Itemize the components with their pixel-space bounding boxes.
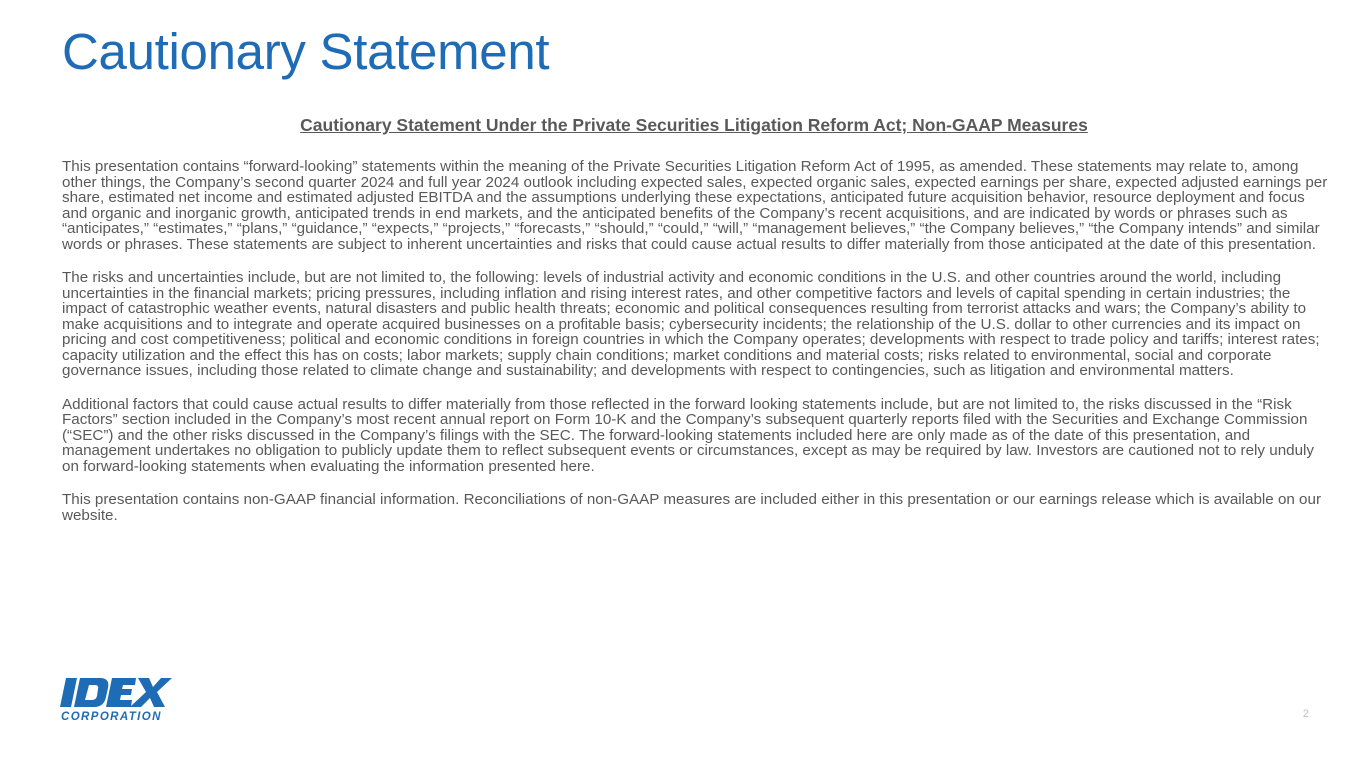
- paragraph-forward-looking: This presentation contains “forward-looking” statements within the meaning of the Private Securities Litigation Reform Act of 1995, as amended. These statements may relate to, among other things, the Company’s second quarter 2024 and full year 2024 outlook including expected sales, expected organic sales, expected earnings per share, expected adjusted earnings per share, estimated net income and estimated adjusted EBITDA and the assumptions underlying these expectations, anticipated future acquisition behavior, resource deployment and focus and organic and inorganic growth, anticipated trends in end markets, and the anticipated benefits of the Company’s recent acquisitions, and are indicated by words or phrases such as “anticipates,” “estimates,” “plans,” “guidance,” “expects,” “projects,” “forecasts,” “should,” “could,” “will,” “management believes,” “the Company believes,” “the Company intends” and similar words or phrases. These statements are subject to inherent uncertainties and risks that could cause actual results to differ materially from those anticipated at the date of this presentation.: [62, 158, 1328, 253]
- statement-body: [62, 159, 1328, 541]
- paragraph-non-gaap: This presentation contains non-GAAP financial information. Reconciliations of non-GAAP measures are included either in this presentation or our earnings release which is available on our website.: [62, 491, 1322, 524]
- idex-corporation-logo: [60, 677, 172, 723]
- page-title: Cautionary Statement: [62, 23, 550, 80]
- page-number: 2: [1302, 708, 1309, 720]
- section-subtitle: Cautionary Statement Under the Private Securities Litigation Reform Act; Non-GAAP Measures: [300, 115, 1088, 135]
- paragraph-additional-factors: Additional factors that could cause actual results to differ materially from those reflected in the forward looking statements include, but are not limited to, the risks discussed in the “Risk Factors” section included in the Company’s most recent annual report on Form 10-K and the Company’s subsequent quarterly reports filed with the Securities and Exchange Commission (“SEC”) and the other risks discussed in the Company’s filings with the SEC. The forward-looking statements included here are only made as of the date of this presentation, and management undertakes no obligation to publicly update them to reflect subsequent events or circumstances, except as may be required by law. Investors are cautioned not to rely unduly on forward-looking statements when evaluating the information presented here.: [62, 395, 1314, 475]
- paragraph-risks: The risks and uncertainties include, but are not limited to, the following: levels of industrial activity and economic conditions in the U.S. and other countries around the world, including uncertainties in the financial markets; pricing pressures, including inflation and rising interest rates, and other competitive factors and levels of capital spending in certain industries; the impact of catastrophic weather events, natural disasters and public health threats; economic and political consequences resulting from terrorist attacks and wars; the Company’s ability to make acquisitions and to integrate and operate acquired businesses on a profitable basis; cybersecurity incidents; the relationship of the U.S. dollar to other currencies and its impact on pricing and cost competitiveness; political and economic conditions in foreign countries in which the Company operates; developments with respect to trade policy and tariffs; interest rates; capacity utilization and the effect this has on costs; labor markets; supply chain conditions; market conditions and material costs; risks related to environmental, social and corporate governance issues, including those related to climate change and sustainability; and developments with respect to contingencies, such as litigation and environmental matters.: [62, 269, 1320, 379]
- logo-tagline: CORPORATION: [61, 711, 162, 723]
